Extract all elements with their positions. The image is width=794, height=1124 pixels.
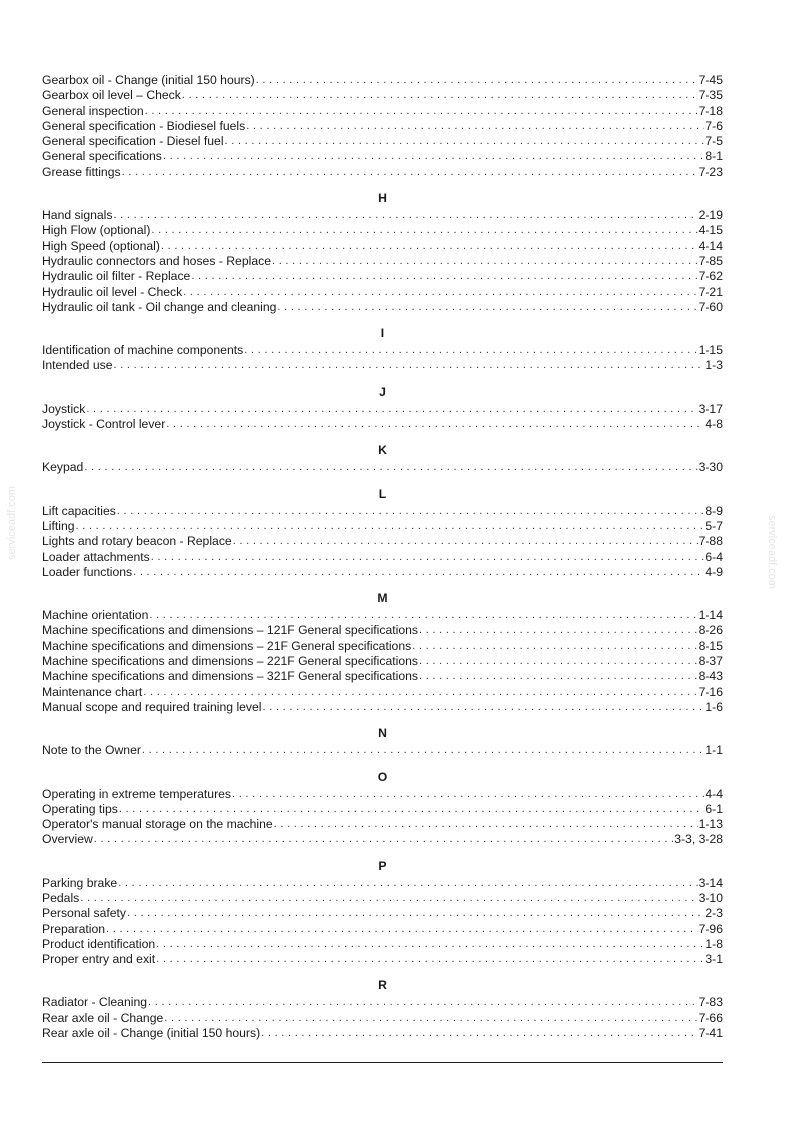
entry-page-number[interactable]: 3-3, 3-28 xyxy=(674,832,723,847)
dot-leader xyxy=(419,669,698,684)
dot-leader xyxy=(164,1011,697,1026)
entry-title: Operating tips xyxy=(42,801,118,816)
entry-title: Identification of machine components xyxy=(42,343,244,358)
entry-title: Hand signals xyxy=(42,208,113,223)
entry-page-number[interactable]: 7-35 xyxy=(698,88,723,103)
entry-page-number[interactable]: 1-6 xyxy=(705,699,723,714)
dot-leader xyxy=(161,239,698,254)
index-entry[interactable] xyxy=(42,802,723,817)
dot-leader xyxy=(233,534,698,549)
index-entry[interactable] xyxy=(42,149,723,164)
entry-title: Machine specifications and dimensions – 121F General specifications xyxy=(42,623,418,638)
entry-page-number[interactable]: 7-6 xyxy=(705,118,723,133)
entry-page-number[interactable]: 3-17 xyxy=(698,401,723,416)
index-entry[interactable] xyxy=(42,891,723,906)
entry-page-number[interactable]: 3-10 xyxy=(698,890,723,905)
entry-page-number[interactable]: 7-41 xyxy=(698,1026,723,1041)
entry-page-number[interactable]: 5-7 xyxy=(705,518,723,533)
entry-page-number[interactable]: 1-8 xyxy=(705,936,723,951)
entry-page-number[interactable]: 7-23 xyxy=(698,164,723,179)
index-entry[interactable] xyxy=(42,254,723,269)
entry-title: Loader functions xyxy=(42,564,133,579)
dot-leader xyxy=(261,1026,697,1041)
index-entry[interactable] xyxy=(42,460,723,475)
dot-leader xyxy=(263,700,705,715)
dot-leader xyxy=(127,906,704,921)
index-entry[interactable] xyxy=(42,700,723,715)
index-entry[interactable] xyxy=(42,119,723,134)
entry-page-number[interactable]: 8-43 xyxy=(698,669,723,684)
entry-title: Hydraulic oil filter - Replace xyxy=(42,269,191,284)
entry-page-number[interactable]: 8-26 xyxy=(698,623,723,638)
dot-leader xyxy=(113,358,704,373)
entry-title: Lift capacities xyxy=(42,503,116,518)
dot-leader xyxy=(113,208,697,223)
entry-page-number[interactable]: 4-14 xyxy=(698,238,723,253)
dot-leader xyxy=(122,165,698,180)
entry-page-number[interactable]: 7-18 xyxy=(698,103,723,118)
entry-title: General inspection xyxy=(42,103,144,118)
index-entry[interactable] xyxy=(42,995,723,1010)
index-entry[interactable] xyxy=(42,519,723,534)
index-entry[interactable] xyxy=(42,832,723,847)
entry-page-number[interactable]: 6-4 xyxy=(705,549,723,564)
entry-title: Machine specifications and dimensions – 321F General specifications xyxy=(42,669,418,684)
entry-page-number[interactable]: 1-15 xyxy=(698,343,723,358)
index-entry[interactable] xyxy=(42,743,723,758)
dot-leader xyxy=(274,817,698,832)
entry-page-number[interactable]: 7-88 xyxy=(698,534,723,549)
dot-leader xyxy=(225,134,705,149)
entry-page-number[interactable]: 4-15 xyxy=(698,223,723,238)
dot-leader xyxy=(191,269,697,284)
dot-leader xyxy=(118,876,697,891)
entry-page-number[interactable]: 4-4 xyxy=(705,786,723,801)
entry-page-number[interactable]: 7-66 xyxy=(698,1010,723,1025)
dot-leader xyxy=(151,550,705,565)
entry-page-number[interactable]: 2-3 xyxy=(705,906,723,921)
entry-page-number[interactable]: 4-9 xyxy=(705,564,723,579)
dot-leader xyxy=(183,285,697,300)
entry-title: Preparation xyxy=(42,921,106,936)
entry-page-number[interactable]: 3-1 xyxy=(705,952,723,967)
entry-page-number[interactable]: 3-30 xyxy=(698,460,723,475)
section-heading: M xyxy=(377,591,388,606)
entry-page-number[interactable]: 4-8 xyxy=(705,417,723,432)
entry-title: Gearbox oil - Change (initial 150 hours) xyxy=(42,73,255,87)
entry-title: Rear axle oil - Change xyxy=(42,1010,164,1025)
entry-title: Hydraulic oil level - Check xyxy=(42,284,183,299)
entry-title: General specifications xyxy=(42,149,162,164)
index-entry[interactable] xyxy=(42,608,723,623)
watermark-left: serviceadf.com xyxy=(6,486,18,560)
dot-leader xyxy=(256,73,698,88)
entry-page-number[interactable]: 7-83 xyxy=(698,995,723,1010)
entry-page-number[interactable]: 8-1 xyxy=(705,149,723,164)
index-entry[interactable] xyxy=(42,669,723,684)
dot-leader xyxy=(244,343,697,358)
section-heading: J xyxy=(379,384,386,399)
dot-leader xyxy=(182,88,698,103)
index-entry[interactable] xyxy=(42,952,723,967)
entry-title: Proper entry and exit xyxy=(42,952,156,967)
index-entry[interactable] xyxy=(42,550,723,565)
watermark-right: serviceadf.com xyxy=(766,515,778,589)
index-entry[interactable] xyxy=(42,623,723,638)
dot-leader xyxy=(156,937,704,952)
index-entry[interactable] xyxy=(42,685,723,700)
section-heading: O xyxy=(377,769,388,784)
dot-leader xyxy=(143,685,697,700)
dot-leader xyxy=(76,519,705,534)
dot-leader xyxy=(133,565,704,580)
index-entry[interactable] xyxy=(42,937,723,952)
entry-title: Rear axle oil - Change (initial 150 hours) xyxy=(42,1026,261,1041)
entry-page-number[interactable]: 7-16 xyxy=(698,684,723,699)
entry-title: Machine orientation xyxy=(42,608,149,623)
dot-leader xyxy=(148,995,698,1010)
index-entry[interactable] xyxy=(42,639,723,654)
dot-leader xyxy=(419,654,698,669)
entry-title: Note to the Owner xyxy=(42,743,141,758)
dot-leader xyxy=(419,623,698,638)
entry-title: Hydraulic oil tank - Oil change and cleaning xyxy=(42,299,277,314)
index-entry[interactable] xyxy=(42,239,723,254)
entry-title: Lifting xyxy=(42,518,75,533)
entry-title: Joystick xyxy=(42,401,86,416)
index-entry[interactable] xyxy=(42,402,723,417)
entry-title: Operating in extreme temperatures xyxy=(42,786,231,801)
entry-title: Intended use xyxy=(42,358,113,373)
index-entry[interactable] xyxy=(42,922,723,937)
section-heading: K xyxy=(378,443,387,458)
dot-leader xyxy=(246,119,704,134)
entry-title: Personal safety xyxy=(42,906,127,921)
index-entry[interactable] xyxy=(42,223,723,238)
dot-leader xyxy=(86,402,697,417)
entry-title: Pedals xyxy=(42,890,80,905)
entry-page-number[interactable]: 7-45 xyxy=(698,73,723,87)
index-entry[interactable] xyxy=(42,343,723,358)
entry-page-number[interactable]: 1-14 xyxy=(698,608,723,623)
entry-title: Hydraulic connectors and hoses - Replace xyxy=(42,253,271,268)
entry-page-number[interactable]: 6-1 xyxy=(705,801,723,816)
section-heading: R xyxy=(378,978,387,993)
entry-page-number[interactable]: 2-19 xyxy=(698,208,723,223)
dot-leader xyxy=(156,952,704,967)
entry-title: Gearbox oil level – Check xyxy=(42,88,181,103)
entry-title: Keypad xyxy=(42,460,84,475)
dot-leader xyxy=(145,104,698,119)
index-entry[interactable] xyxy=(42,208,723,223)
section-heading: P xyxy=(378,858,387,873)
dot-leader xyxy=(232,787,704,802)
index-entry[interactable] xyxy=(42,358,723,373)
index-entry[interactable] xyxy=(42,504,723,519)
section-heading: N xyxy=(378,726,387,741)
entry-title: High Flow (optional) xyxy=(42,223,151,238)
entry-title: Machine specifications and dimensions – 221F General specifications xyxy=(42,654,418,669)
dot-leader xyxy=(84,460,697,475)
dot-leader xyxy=(163,149,704,164)
dot-leader xyxy=(80,891,697,906)
entry-title: General specification - Diesel fuel xyxy=(42,134,224,149)
index-entry[interactable] xyxy=(42,1011,723,1026)
entry-title: Parking brake xyxy=(42,875,118,890)
entry-page-number[interactable]: 8-37 xyxy=(698,654,723,669)
entry-title: Operator's manual storage on the machine xyxy=(42,817,273,832)
index-entry[interactable] xyxy=(42,817,723,832)
dot-leader xyxy=(149,608,697,623)
entry-page-number[interactable]: 7-5 xyxy=(705,134,723,149)
index-entry[interactable] xyxy=(42,104,723,119)
entry-page-number[interactable]: 7-85 xyxy=(698,253,723,268)
entry-title: Maintenance chart xyxy=(42,684,143,699)
dot-leader xyxy=(166,417,704,432)
index-entry[interactable] xyxy=(42,88,723,103)
index-entry[interactable] xyxy=(42,165,723,180)
dot-leader xyxy=(151,223,697,238)
entry-page-number[interactable]: 7-60 xyxy=(698,299,723,314)
entry-title: High Speed (optional) xyxy=(42,238,160,253)
dot-leader xyxy=(119,802,705,817)
entry-title: Machine specifications and dimensions – 21F General specifications xyxy=(42,638,412,653)
index-entry[interactable] xyxy=(42,534,723,549)
entry-title: Overview xyxy=(42,832,93,847)
section-heading: I xyxy=(380,326,385,341)
entry-title: Loader attachments xyxy=(42,549,150,564)
index-entry[interactable] xyxy=(42,73,723,88)
dot-leader xyxy=(142,743,704,758)
entry-title: Grease fittings xyxy=(42,164,121,179)
dot-leader xyxy=(412,639,697,654)
entry-title: Lights and rotary beacon - Replace xyxy=(42,534,232,549)
entry-page-number[interactable]: 1-3 xyxy=(705,358,723,373)
index-entry[interactable] xyxy=(42,134,723,149)
entry-title: Radiator - Cleaning xyxy=(42,995,148,1010)
index-entry[interactable] xyxy=(42,417,723,432)
index-entry[interactable] xyxy=(42,654,723,669)
dot-leader xyxy=(272,254,698,269)
entry-page-number[interactable]: 8-9 xyxy=(705,503,723,518)
section-heading: H xyxy=(378,191,387,206)
footer-rule xyxy=(42,1062,723,1063)
dot-leader xyxy=(117,504,705,519)
dot-leader xyxy=(277,300,697,315)
section-heading: L xyxy=(378,486,387,501)
index-entry[interactable] xyxy=(42,565,723,580)
index-entry[interactable] xyxy=(42,1026,723,1041)
entry-page-number[interactable]: 7-21 xyxy=(698,284,723,299)
index-entry[interactable] xyxy=(42,300,723,315)
index-entry[interactable] xyxy=(42,269,723,284)
entry-page-number[interactable]: 1-1 xyxy=(705,743,723,758)
index-entry[interactable] xyxy=(42,787,723,802)
entry-page-number[interactable]: 3-14 xyxy=(698,875,723,890)
entry-page-number[interactable]: 8-15 xyxy=(698,638,723,653)
index-entry[interactable] xyxy=(42,876,723,891)
dot-leader xyxy=(94,832,673,847)
index-entry[interactable] xyxy=(42,285,723,300)
entry-title: General specification - Biodiesel fuels xyxy=(42,118,246,133)
entry-page-number[interactable]: 7-96 xyxy=(698,921,723,936)
entry-page-number[interactable]: 7-62 xyxy=(698,269,723,284)
entry-page-number[interactable]: 1-13 xyxy=(698,817,723,832)
dot-leader xyxy=(106,922,698,937)
index-entry[interactable] xyxy=(42,906,723,921)
entry-title: Product identification xyxy=(42,936,156,951)
alphabetical-index xyxy=(42,73,723,1041)
entry-title: Manual scope and required training level xyxy=(42,699,262,714)
entry-title: Joystick - Control lever xyxy=(42,417,166,432)
